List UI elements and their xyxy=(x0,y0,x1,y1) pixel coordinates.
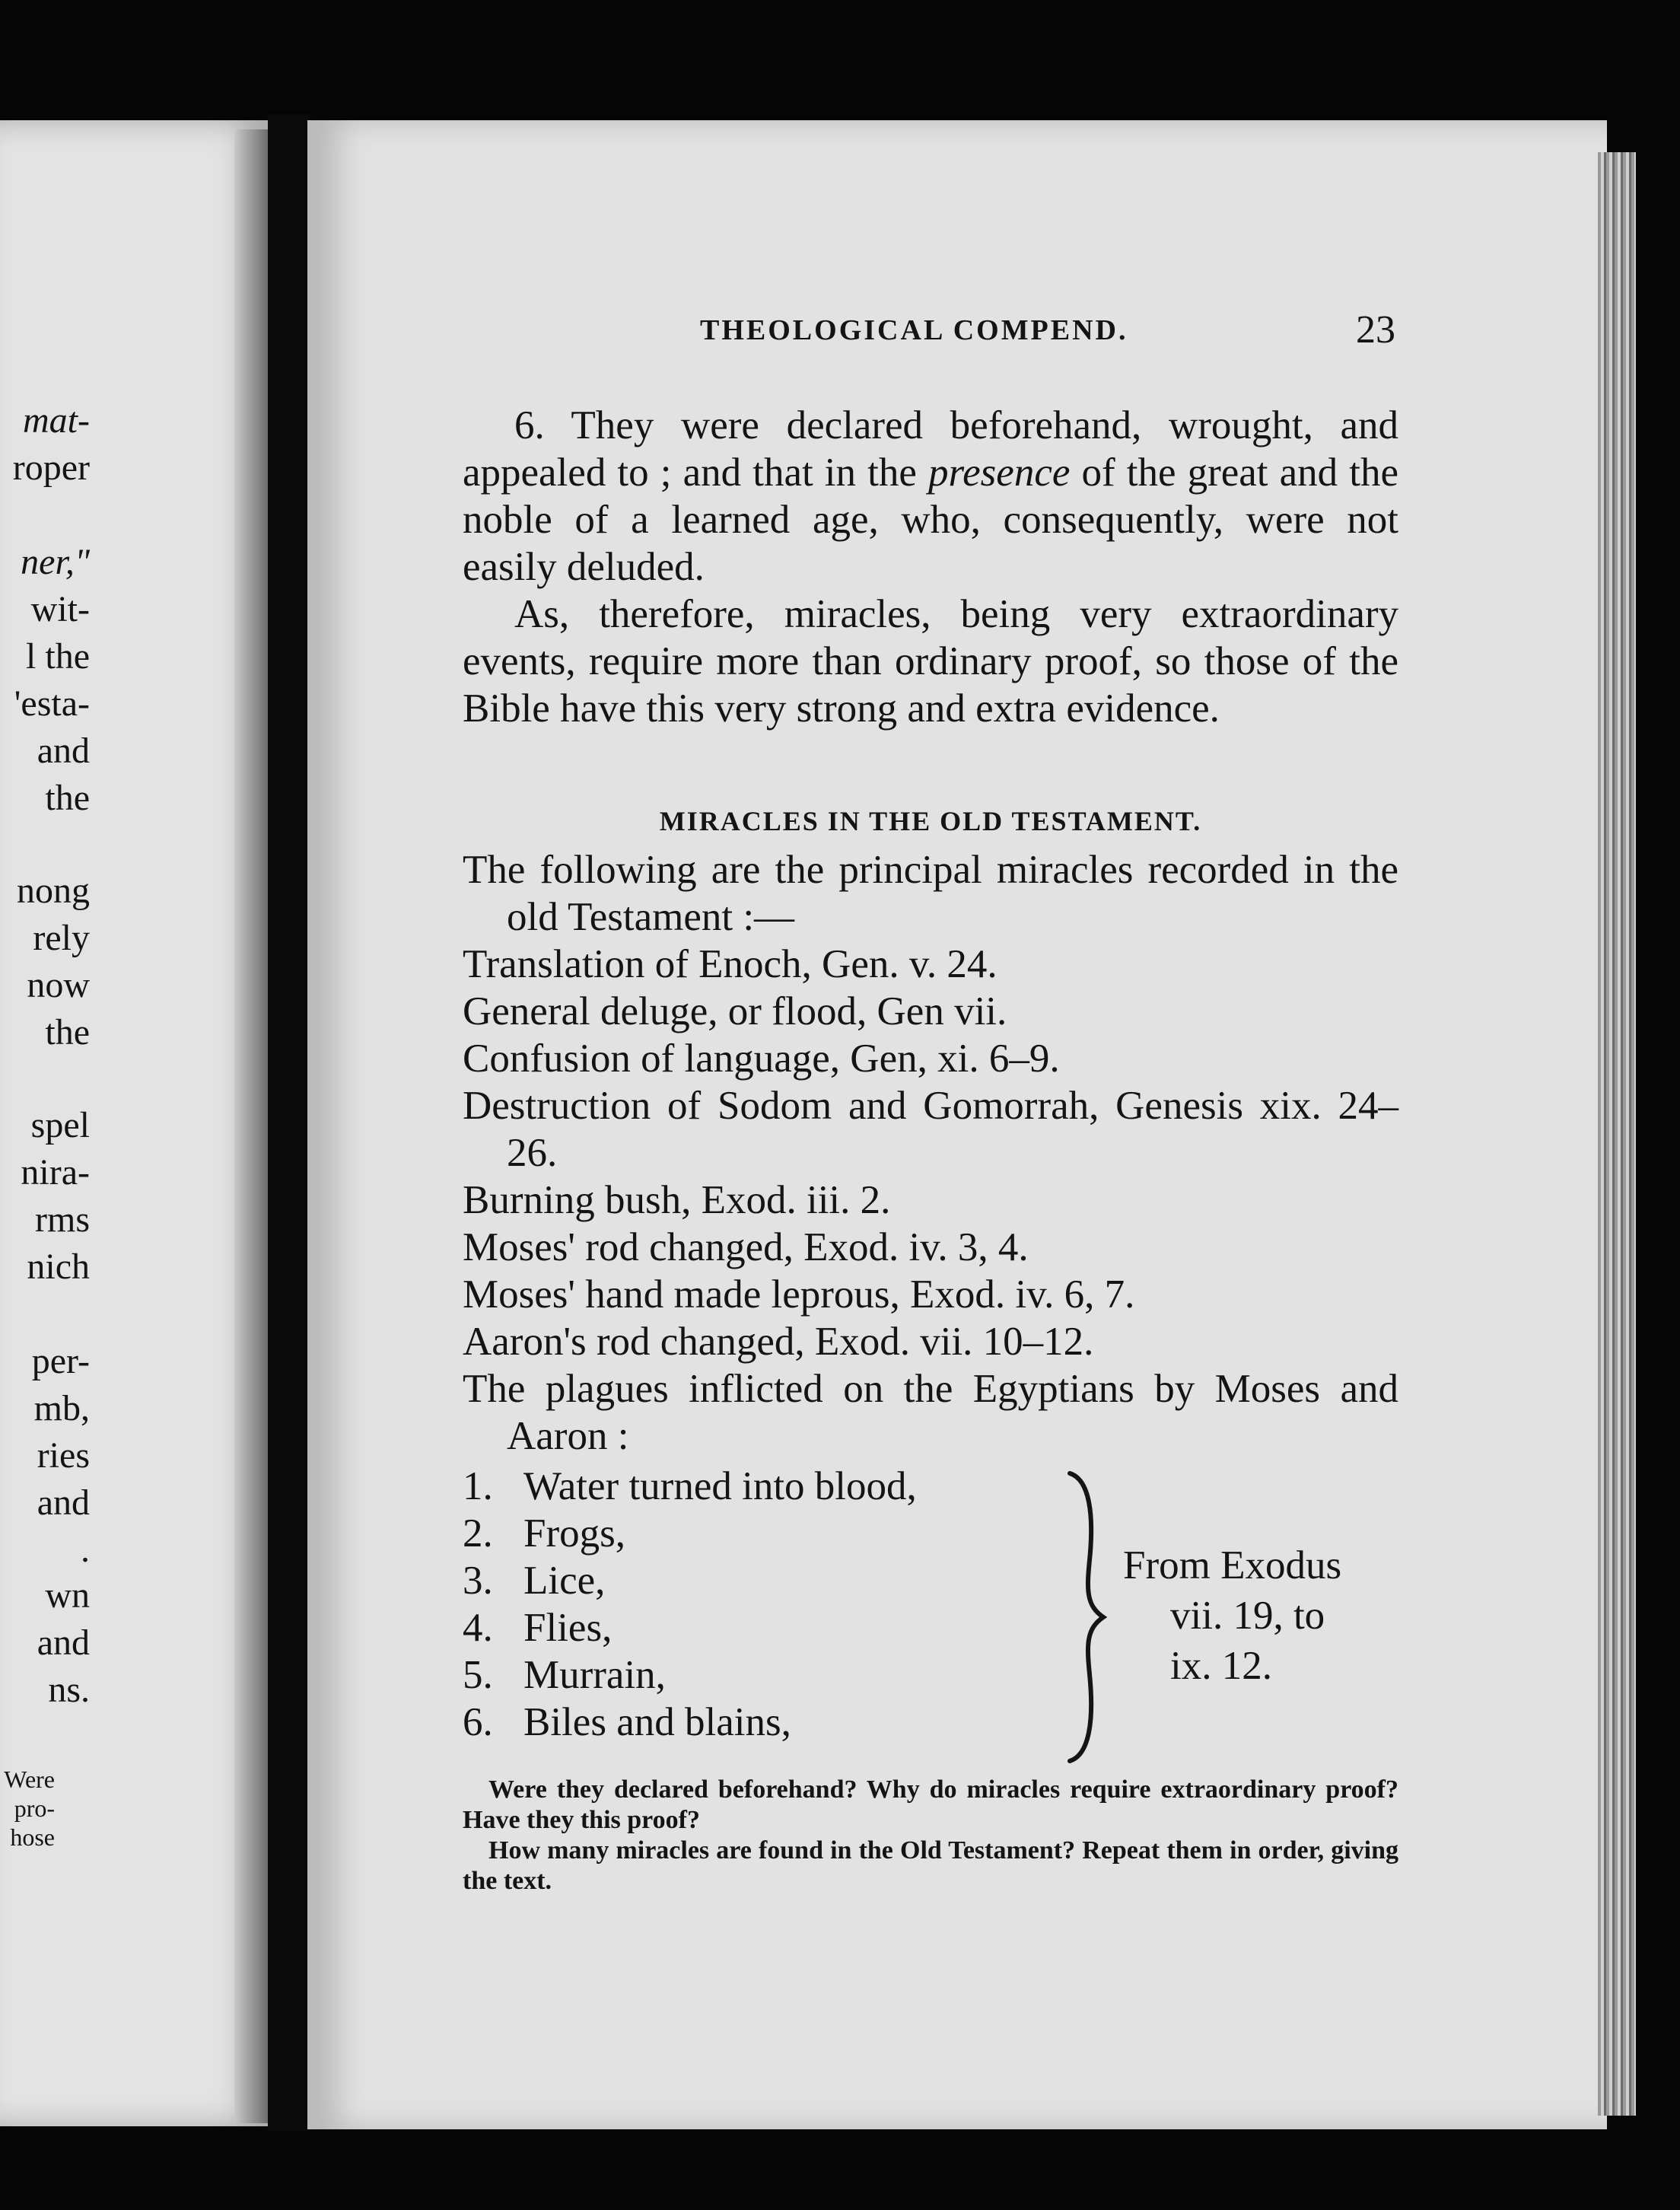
list-item: Moses' rod changed, Exod. iv. 3, 4. xyxy=(463,1225,1029,1269)
plague-item: 3. Lice, xyxy=(463,1559,606,1603)
list-item: Burning bush, Exod. iii. 2. xyxy=(463,1178,891,1222)
facing-page-fragment: per- xyxy=(31,1341,90,1381)
plague-range-note: From Exodus vii. 19, to ix. 12. xyxy=(1123,1543,1342,1688)
facing-page-fragment: ries xyxy=(37,1435,90,1476)
facing-page-fragment: 'esta- xyxy=(14,683,90,724)
review-questions xyxy=(463,1775,1398,1896)
plague-item: 2. Frogs, xyxy=(463,1511,626,1556)
facing-page-fragment: pro- xyxy=(14,1794,55,1822)
running-header-title: THEOLOGICAL COMPEND. xyxy=(700,314,1128,346)
paragraph-evidence: 6. They were declared beforehand, wrought, and appealed to ; and that in the presence of the great and the noble of a learned age, who, consequently, were not easily deluded. xyxy=(463,403,1398,589)
question: Were they declared beforehand? Why do miracles require extraordinary proof? Have they this proof? xyxy=(463,1775,1398,1834)
page-stack-edge xyxy=(1598,152,1636,2116)
book-gutter xyxy=(268,114,309,2131)
emphasis-presence: presence xyxy=(928,451,1071,495)
facing-page-fragment: nong xyxy=(17,871,90,911)
plague-list xyxy=(463,1463,1071,1746)
facing-page-fragment: ner," xyxy=(21,542,90,582)
paragraph-conclusion: As, therefore, miracles, being very extraordinary events, require more than ordinary proof, so those of the Bible have this very strong and extra evidence. xyxy=(463,592,1398,731)
facing-page-fragment: the xyxy=(45,1012,90,1052)
facing-page-fragment: wit- xyxy=(30,589,90,629)
list-item: Destruction of Sodom and Gomorrah, Genesis xix. 24–26. xyxy=(463,1084,1398,1175)
question: How many miracles are found in the Old Testament? Repeat them in order, giving the text. xyxy=(463,1836,1398,1895)
facing-page-fragment: . xyxy=(81,1530,90,1570)
plague-item: 1. Water turned into blood, xyxy=(463,1464,917,1508)
list-item: Moses' hand made leprous, Exod. iv. 6, 7. xyxy=(463,1272,1135,1317)
facing-page-fragment: Were xyxy=(4,1766,55,1793)
page-number: 23 xyxy=(1356,308,1395,352)
facing-page-fragment: roper xyxy=(12,447,90,488)
facing-page-fragment: l the xyxy=(26,636,90,677)
facing-page-fragment: and xyxy=(37,1482,90,1523)
facing-page-fragment: wn xyxy=(45,1575,90,1616)
list-item: Confusion of language, Gen, xi. 6–9. xyxy=(463,1037,1060,1081)
facing-page-fragment: the xyxy=(45,778,90,818)
facing-page-fragment: and xyxy=(37,731,90,771)
miracle-list xyxy=(463,846,1398,1460)
facing-page-fragment: mat- xyxy=(23,400,90,441)
facing-page-fragment: ns. xyxy=(48,1670,90,1710)
facing-page-fragment: nira- xyxy=(21,1152,90,1193)
section-heading: MIRACLES IN THE OLD TESTAMENT. xyxy=(659,806,1202,836)
plague-item: 4. Flies, xyxy=(463,1606,612,1650)
plague-item: 5. Murrain, xyxy=(463,1653,666,1697)
facing-page-fragment: now xyxy=(27,965,90,1005)
list-item: Translation of Enoch, Gen. v. 24. xyxy=(463,942,998,986)
list-item: Aaron's rod changed, Exod. vii. 10–12. xyxy=(463,1320,1094,1364)
facing-page-fragment: nich xyxy=(27,1247,90,1287)
facing-page-fragment: spel xyxy=(30,1105,90,1145)
facing-page-fragment: rely xyxy=(33,918,90,958)
right-brace-icon xyxy=(1064,1469,1112,1766)
list-item: The plagues inflicted on the Egyptians by Moses and Aaron : xyxy=(463,1367,1398,1458)
facing-page-fragment: and xyxy=(37,1622,90,1663)
facing-page-curl xyxy=(234,129,269,2123)
facing-page-fragment: mb, xyxy=(33,1388,90,1428)
facing-page-fragment: hose xyxy=(10,1823,55,1851)
list-intro: The following are the principal miracles recorded in the old Testament :— xyxy=(463,848,1398,939)
facing-page-fragment: rms xyxy=(35,1199,90,1240)
plague-item: 6. Biles and blains, xyxy=(463,1700,791,1744)
list-item: General deluge, or flood, Gen vii. xyxy=(463,989,1007,1033)
body-text xyxy=(463,402,1398,732)
